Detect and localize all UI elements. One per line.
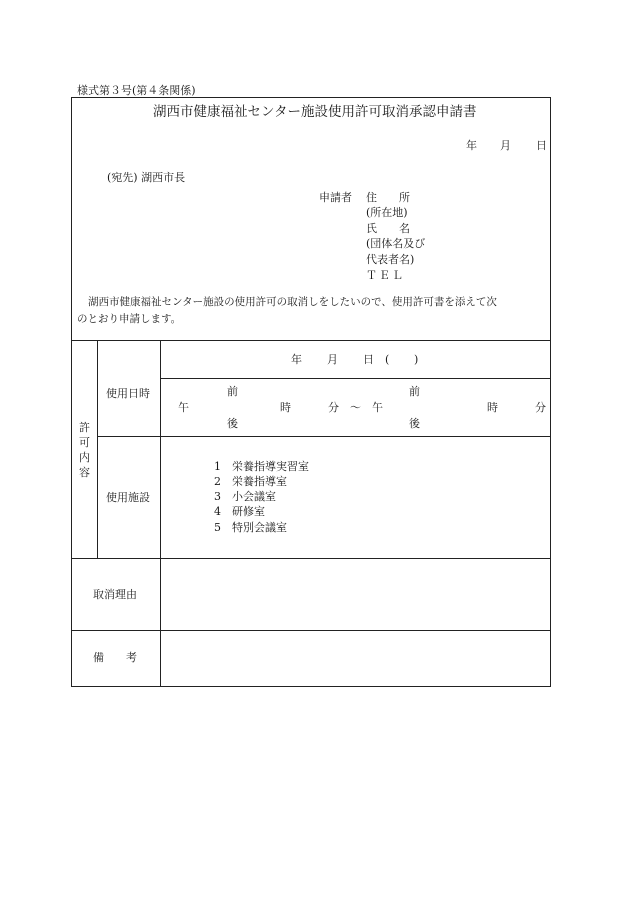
usage-datetime-label: 使用日時 <box>106 387 150 400</box>
date-year: 年 <box>466 139 477 152</box>
time-end-minute: 分 <box>535 401 546 414</box>
applicant-address: 住 所 <box>366 191 410 204</box>
section-label-divider <box>97 340 98 558</box>
date-month: 月 <box>500 139 511 152</box>
datetime-facility-divider <box>97 436 551 437</box>
applicant-name: 氏 名 <box>366 222 410 235</box>
time-start-mae: 前 <box>227 385 238 398</box>
time-start-hour: 時 <box>280 401 291 414</box>
time-end-go: 午 <box>372 401 383 414</box>
applicant-address-sub: (所在地) <box>366 206 408 219</box>
permission-label-char-1: 許 <box>79 421 90 434</box>
time-start-go: 午 <box>178 401 189 414</box>
time-start-ato: 後 <box>227 417 238 430</box>
permission-label-char-3: 内 <box>79 451 90 464</box>
usage-date-paren-close: ) <box>414 353 419 366</box>
form-number: 様式第３号(第４条関係) <box>77 84 196 97</box>
time-end-mae: 前 <box>409 385 420 398</box>
time-start-minute: 分 <box>328 401 339 414</box>
permission-bottom-line <box>71 558 551 559</box>
facility-item-2: 2 栄養指導室 <box>214 475 287 488</box>
cancel-reason-label: 取消理由 <box>93 588 137 601</box>
request-text-line1: 湖西市健康福祉センター施設の使用許可の取消しをしたいので、使用許可書を添えて次 <box>88 296 497 308</box>
applicant-tel: ＴＥＬ <box>366 269 405 282</box>
permission-label-char-2: 可 <box>79 436 90 449</box>
date-time-divider <box>160 378 551 379</box>
cancel-reason-field[interactable] <box>162 560 549 629</box>
label-column-divider <box>160 340 161 687</box>
remarks-field[interactable] <box>162 632 549 685</box>
usage-date-month: 月 <box>327 353 338 366</box>
time-range-tilde: 〜 <box>350 401 361 414</box>
reason-bottom-line <box>71 630 551 631</box>
form-title: 湖西市健康福祉センター施設使用許可取消承認申請書 <box>153 104 477 120</box>
form-border-bottom <box>71 686 551 687</box>
table-top-line <box>71 340 551 341</box>
time-end-hour: 時 <box>487 401 498 414</box>
applicant-name-sub2: 代表者名) <box>366 253 415 266</box>
facility-item-5: 5 特別会議室 <box>214 521 287 534</box>
form-border-right <box>550 97 551 687</box>
remarks-label: 備 考 <box>93 651 137 664</box>
request-text-line2: のとおり申請します。 <box>77 313 182 325</box>
usage-date-day: 日 <box>363 353 374 366</box>
usage-date-year: 年 <box>291 353 302 366</box>
date-day: 日 <box>536 139 547 152</box>
applicant-label: 申請者 <box>319 191 352 204</box>
form-border-top <box>71 97 551 98</box>
form-border-left <box>71 97 72 687</box>
facility-label: 使用施設 <box>106 491 150 504</box>
time-end-ato: 後 <box>409 417 420 430</box>
permission-label-char-4: 容 <box>79 466 90 479</box>
facility-item-4: 4 研修室 <box>214 505 265 518</box>
applicant-name-sub1: (団体名及び <box>366 237 426 250</box>
facility-item-1: 1 栄養指導実習室 <box>214 460 309 473</box>
usage-date-paren-open: ( <box>385 353 390 366</box>
facility-item-3: 3 小会議室 <box>214 490 276 503</box>
addressee: (宛先) 湖西市長 <box>107 171 186 184</box>
